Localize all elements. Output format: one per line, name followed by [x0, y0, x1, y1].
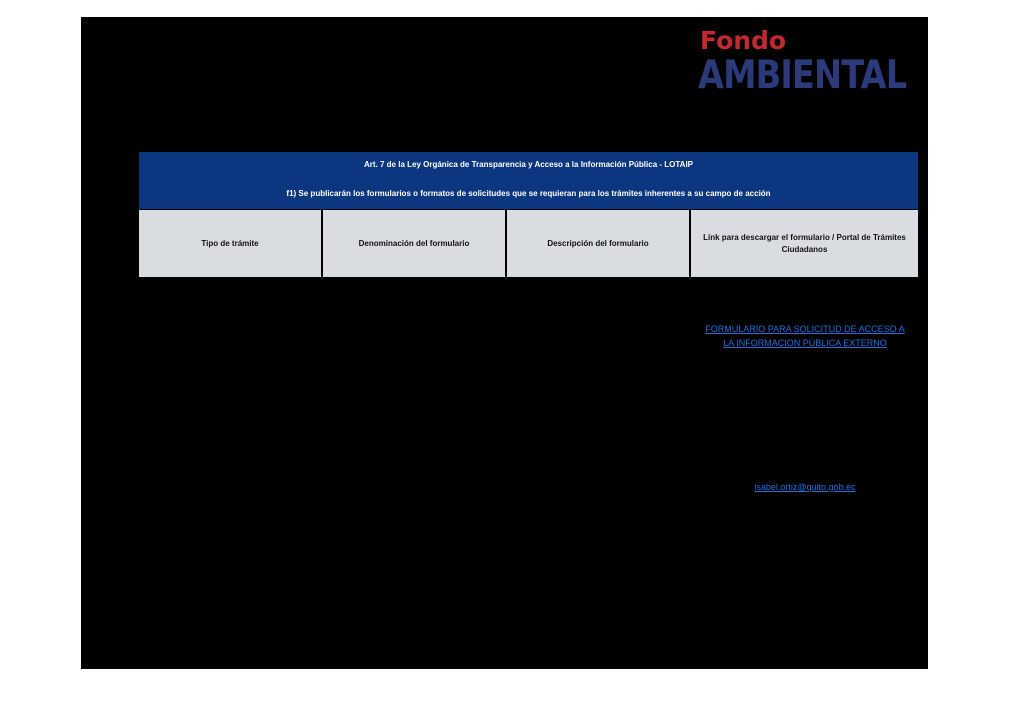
column-header-link: Link para descargar el formulario / Portal de Trámites Ciudadanos	[691, 210, 918, 277]
logo-text-top: Fondo	[700, 26, 787, 55]
fondo-ambiental-logo	[698, 27, 920, 97]
table-header-row	[139, 210, 918, 277]
contact-email-link[interactable]: isabel.ortiz@quito.gob.ec	[754, 482, 856, 492]
table-title-description: f1) Se publicarán los formularios o formatos de solicitudes que se requieran para los trámites inherentes a su campo de acción	[286, 189, 771, 198]
logo-text-bottom: AMBIENTAL	[698, 53, 907, 98]
form-download-link[interactable]: FORMULARIO PARA SOLICITUD DE ACCESO A LA INFORMACION PÚBLICA EXTERNO	[705, 324, 905, 348]
column-header-tipo-tramite: Tipo de trámite	[139, 210, 321, 277]
column-header-descripcion: Descripción del formulario	[507, 210, 689, 277]
table-title-law: Art. 7 de la Ley Orgánica de Transparencia y Acceso a la Información Pública - LOTAIP	[364, 160, 693, 169]
table-title-band	[139, 152, 918, 209]
column-header-denominacion: Denominación del formulario	[323, 210, 505, 277]
